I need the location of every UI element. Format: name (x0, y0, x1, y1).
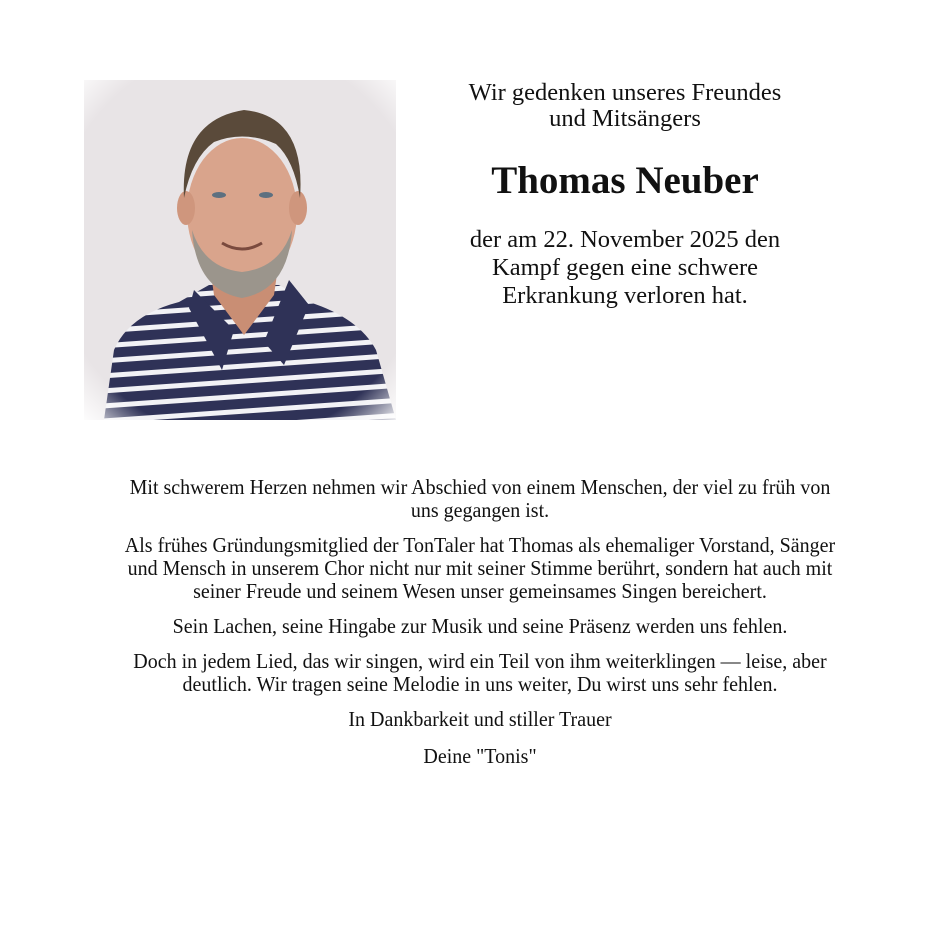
death-line-3: Erkrankung verloren hat. (502, 282, 748, 309)
portrait-illustration (84, 80, 396, 420)
portrait-photo (84, 80, 396, 420)
ear-left (177, 191, 195, 225)
death-notice (418, 226, 832, 310)
death-line-1: der am 22. November 2025 den (469, 226, 781, 253)
ear-right (289, 191, 307, 225)
death-line-2: Kampf gegen eine schwere (492, 254, 758, 281)
closing-line: In Dankbarkeit und stiller Trauer (348, 707, 612, 731)
paragraph-laughter: Sein Lachen, seine Hingabe zur Musik und seine Präsenz werden uns fehlen. (172, 614, 788, 638)
intro-line-1: Wir gedenken unseres Freundes (468, 79, 782, 106)
paragraph-melody: Doch in jedem Lied, das wir singen, wird ein Teil von ihm weiterklingen — leise, aber deutlich. Wir tragen seine Melodie in uns weiter, Du wirst uns sehr fehlen. (133, 649, 827, 696)
intro-line-2: und Mitsängers (549, 105, 701, 132)
paragraph-founding-member: Als frühes Gründungsmitglied der TonTaler hat Thomas als ehemaliger Vorstand, Sänger und Mensch in unserem Chor nicht nur mit seiner Stimme berührt, sondern hat auch mit seiner Freude und seinem Wesen unser gemeinsames Singen bereichert. (124, 533, 836, 603)
eye-right (259, 192, 273, 198)
paragraph-farewell: Mit schwerem Herzen nehmen wir Abschied von einem Menschen, der viel zu früh von uns gegangen ist. (129, 475, 831, 522)
memorial-body (115, 476, 844, 782)
deceased-name: Thomas Neuber (491, 159, 759, 202)
memorial-header (418, 80, 832, 310)
intro-text (418, 80, 832, 132)
eye-left (212, 192, 226, 198)
signature: Deine "Tonis" (423, 744, 537, 768)
